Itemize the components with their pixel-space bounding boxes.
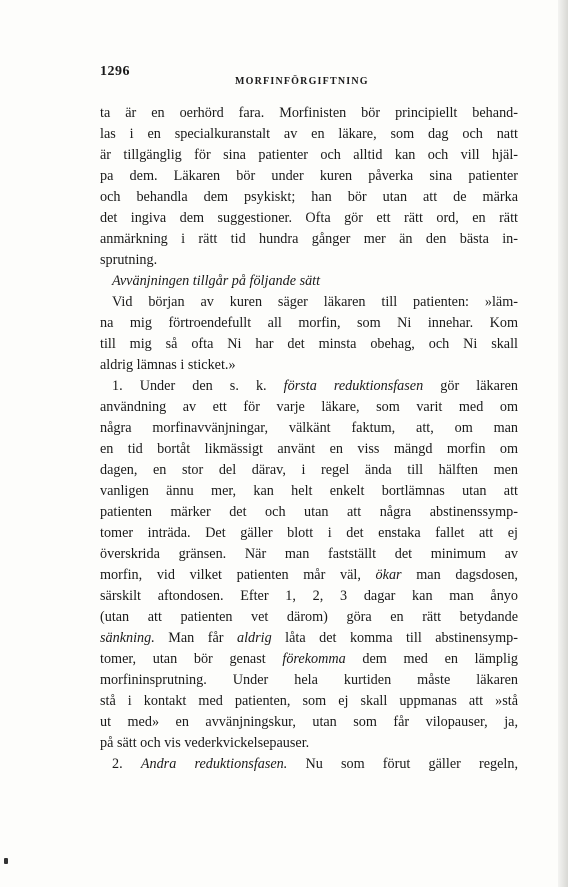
text-line — [100, 565, 518, 586]
text-line: dagen, en stor del därav, i regel ända till hälften men — [100, 462, 518, 478]
text-line — [100, 649, 518, 670]
text-run: Nu som förut gäller regeln, — [287, 756, 518, 772]
text-line: patienten märker det och utan att några abstinenssymp- — [100, 504, 518, 520]
emphasis-run: första reduktionsfasen — [283, 378, 424, 394]
emphasis-run: sänkning. — [100, 630, 155, 646]
text-line: ut med» en avvänjningskur, utan som får vilopauser, ja, — [100, 714, 518, 730]
text-line: morfininsprutning. Under hela kurtiden måste läkaren — [100, 672, 518, 688]
text-run: gör läkaren — [423, 378, 518, 394]
text-line: några morfinavvänjningar, välkänt faktum, att, om man — [100, 420, 518, 436]
text-line: är tillgänglig för sina patienter och alltid kan och vill hjäl- — [100, 147, 518, 163]
section-heading: Avvänjningen tillgår på följande sätt — [112, 273, 321, 289]
body-text — [100, 103, 518, 775]
text-line: överskrida gränsen. När man fastställt det minimum av — [100, 546, 518, 562]
page-number: 1296 — [100, 64, 130, 79]
text-line: las i en specialkuranstalt av en läkare, som dag och natt — [100, 126, 518, 142]
text-run: man dagsdosen, — [401, 567, 518, 583]
text-line: det ingiva dem suggestioner. Ofta gör ett rätt ord, en rätt — [100, 210, 518, 226]
text-run: Man får — [154, 630, 237, 646]
emphasis-run: förekomma — [282, 651, 346, 667]
text-line: anmärkning i rätt tid hundra gånger mer än den bästa in- — [100, 231, 518, 247]
text-line: aldrig lämnas i sticket.» — [100, 357, 236, 373]
text-run: låta det komma till abstinensymp- — [271, 630, 518, 646]
list-number: 2. — [112, 756, 141, 772]
emphasis-run: aldrig — [237, 630, 272, 646]
text-line: en tid bortåt likmässigt använt en viss mängd morfin om — [100, 441, 518, 457]
emphasis-run: Andra reduktionsfasen. — [140, 756, 288, 772]
text-run: morfin, vid vilket patienten mår väl, — [100, 567, 376, 583]
text-line: (utan att patienten vet därom) göra en rätt betydande — [100, 609, 518, 625]
text-run: tomer, utan bör genast — [100, 651, 283, 667]
text-line: Vid början av kuren säger läkaren till patienten: »läm- — [112, 294, 518, 310]
text-line: på sätt och vis vederkvickelsepauser. — [100, 735, 310, 751]
running-title: MORFINFÖRGIFTNING — [235, 76, 369, 87]
page-edge-shadow — [558, 0, 568, 887]
text-line: vanligen ännu mer, kan helt enkelt bortlämnas utan att — [100, 483, 518, 499]
text-line: särskilt aftondosen. Efter 1, 2, 3 dagar kan man ånyo — [100, 588, 518, 604]
text-run: 1. Under den s. k. — [112, 378, 284, 394]
text-line: och behandla dem psykiskt; han bör utan att de märka — [100, 189, 518, 205]
page-header — [100, 64, 500, 88]
text-line: stå i kontakt med patienten, som ej skall uppmanas att »stå — [100, 693, 518, 709]
text-line — [100, 754, 518, 775]
text-line: tomer inträda. Det gäller blott i det enstaka fallet att ej — [100, 525, 518, 541]
text-line — [100, 376, 518, 397]
text-line: användning av ett för varje läkare, som varit med om — [100, 399, 518, 415]
scan-speck — [4, 858, 8, 864]
text-line: na mig förtroendefullt all morfin, som Ni innehar. Kom — [100, 315, 518, 331]
text-line: sprutning. — [100, 252, 158, 268]
emphasis-run: ökar — [375, 567, 402, 583]
text-line: pa dem. Läkaren bör under kuren påverka sina patienter — [100, 168, 518, 184]
text-line: ta är en oerhörd fara. Morfinisten bör principiellt behand- — [100, 105, 518, 121]
text-line — [100, 628, 518, 649]
text-line: till mig så ofta Ni har det minsta obehag, och Ni skall — [100, 336, 518, 352]
text-run: dem med en lämplig — [345, 651, 518, 667]
